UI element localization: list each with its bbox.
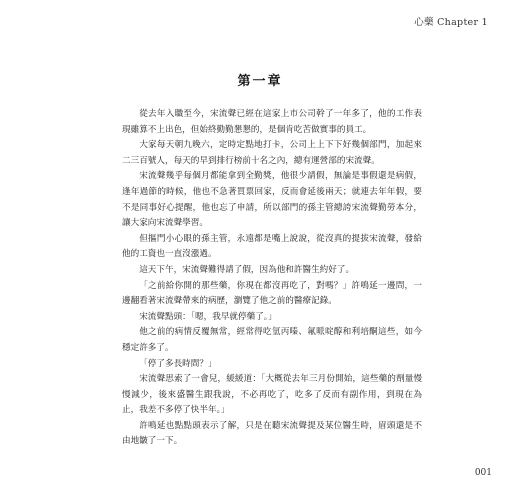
paragraph: 宋流聲思索了一會兒，緩緩道：「大概從去年三月份開始，這些藥的劑量慢慢減少，後來盛醫生跟我說，不必再吃了，吃多了反而有副作用，到現在為止，我差不多停了快半年。」 <box>122 374 422 416</box>
paragraph: 「停了多長時間？」 <box>139 358 217 369</box>
paragraph: 宋流聲點頭：「嗯，我早就停藥了。」 <box>139 311 277 322</box>
chapter-title: 第一章 <box>237 74 283 89</box>
paragraph: 從去年入職至今，宋流聲已經在這家上市公司幹了一年多了，他的工作表現雖算不上出色，但始終勤勤懇懇的，是個肯吃苦做實事的員工。 <box>122 109 422 135</box>
paragraph: 許鳴延也點點頭表示了解，只是在聽宋流聲提及某位醫生時，眉頭還是不由地皺了一下。 <box>122 420 422 447</box>
paragraph: 大家每天朝九晚六，定時定點地打卡，公司上上下下好幾個部門，加起來二三百號人，每天的早到排行榜前十名之內，總有運營部的宋流聲。 <box>122 140 422 166</box>
paragraph: 但摳門小心眼的孫主管，永遠都是嘴上說說，從沒真的提拔宋流聲，發給他的工資也一直沒漲過。 <box>122 233 422 260</box>
running-header: 心藥 Chapter 1 <box>414 17 488 28</box>
paragraph: 他之前的病情反覆無常，經常得吃氫丙嗪、氟哌啶醇和利培酮這些，如今穩定許多了。 <box>122 327 422 353</box>
paragraph: 宋流聲幾乎每個月都能拿到全勤獎，他很少請假，無論是事假還是病假，逢年過節的時候，他也不急著買票回家，反而會延後兩天；就連去年年假，要不是同事好心提醒，他也忘了申請，所以部門的孫主管總誇宋流聲勤勞本分，讓大家向宋流聲學習。 <box>122 171 422 229</box>
paragraph: 「之前給你開的那些藥，你現在都沒再吃了，對嗎？」許鳴延一邊問，一邊翻看著宋流聲帶來的病歷，瀏覽了他之前的醫療記錄。 <box>122 280 422 307</box>
paragraph: 這天下午，宋流聲難得請了假，因為他和許醫生約好了。 <box>139 264 355 275</box>
page-number: 001 <box>474 468 492 478</box>
body-text <box>122 107 422 450</box>
